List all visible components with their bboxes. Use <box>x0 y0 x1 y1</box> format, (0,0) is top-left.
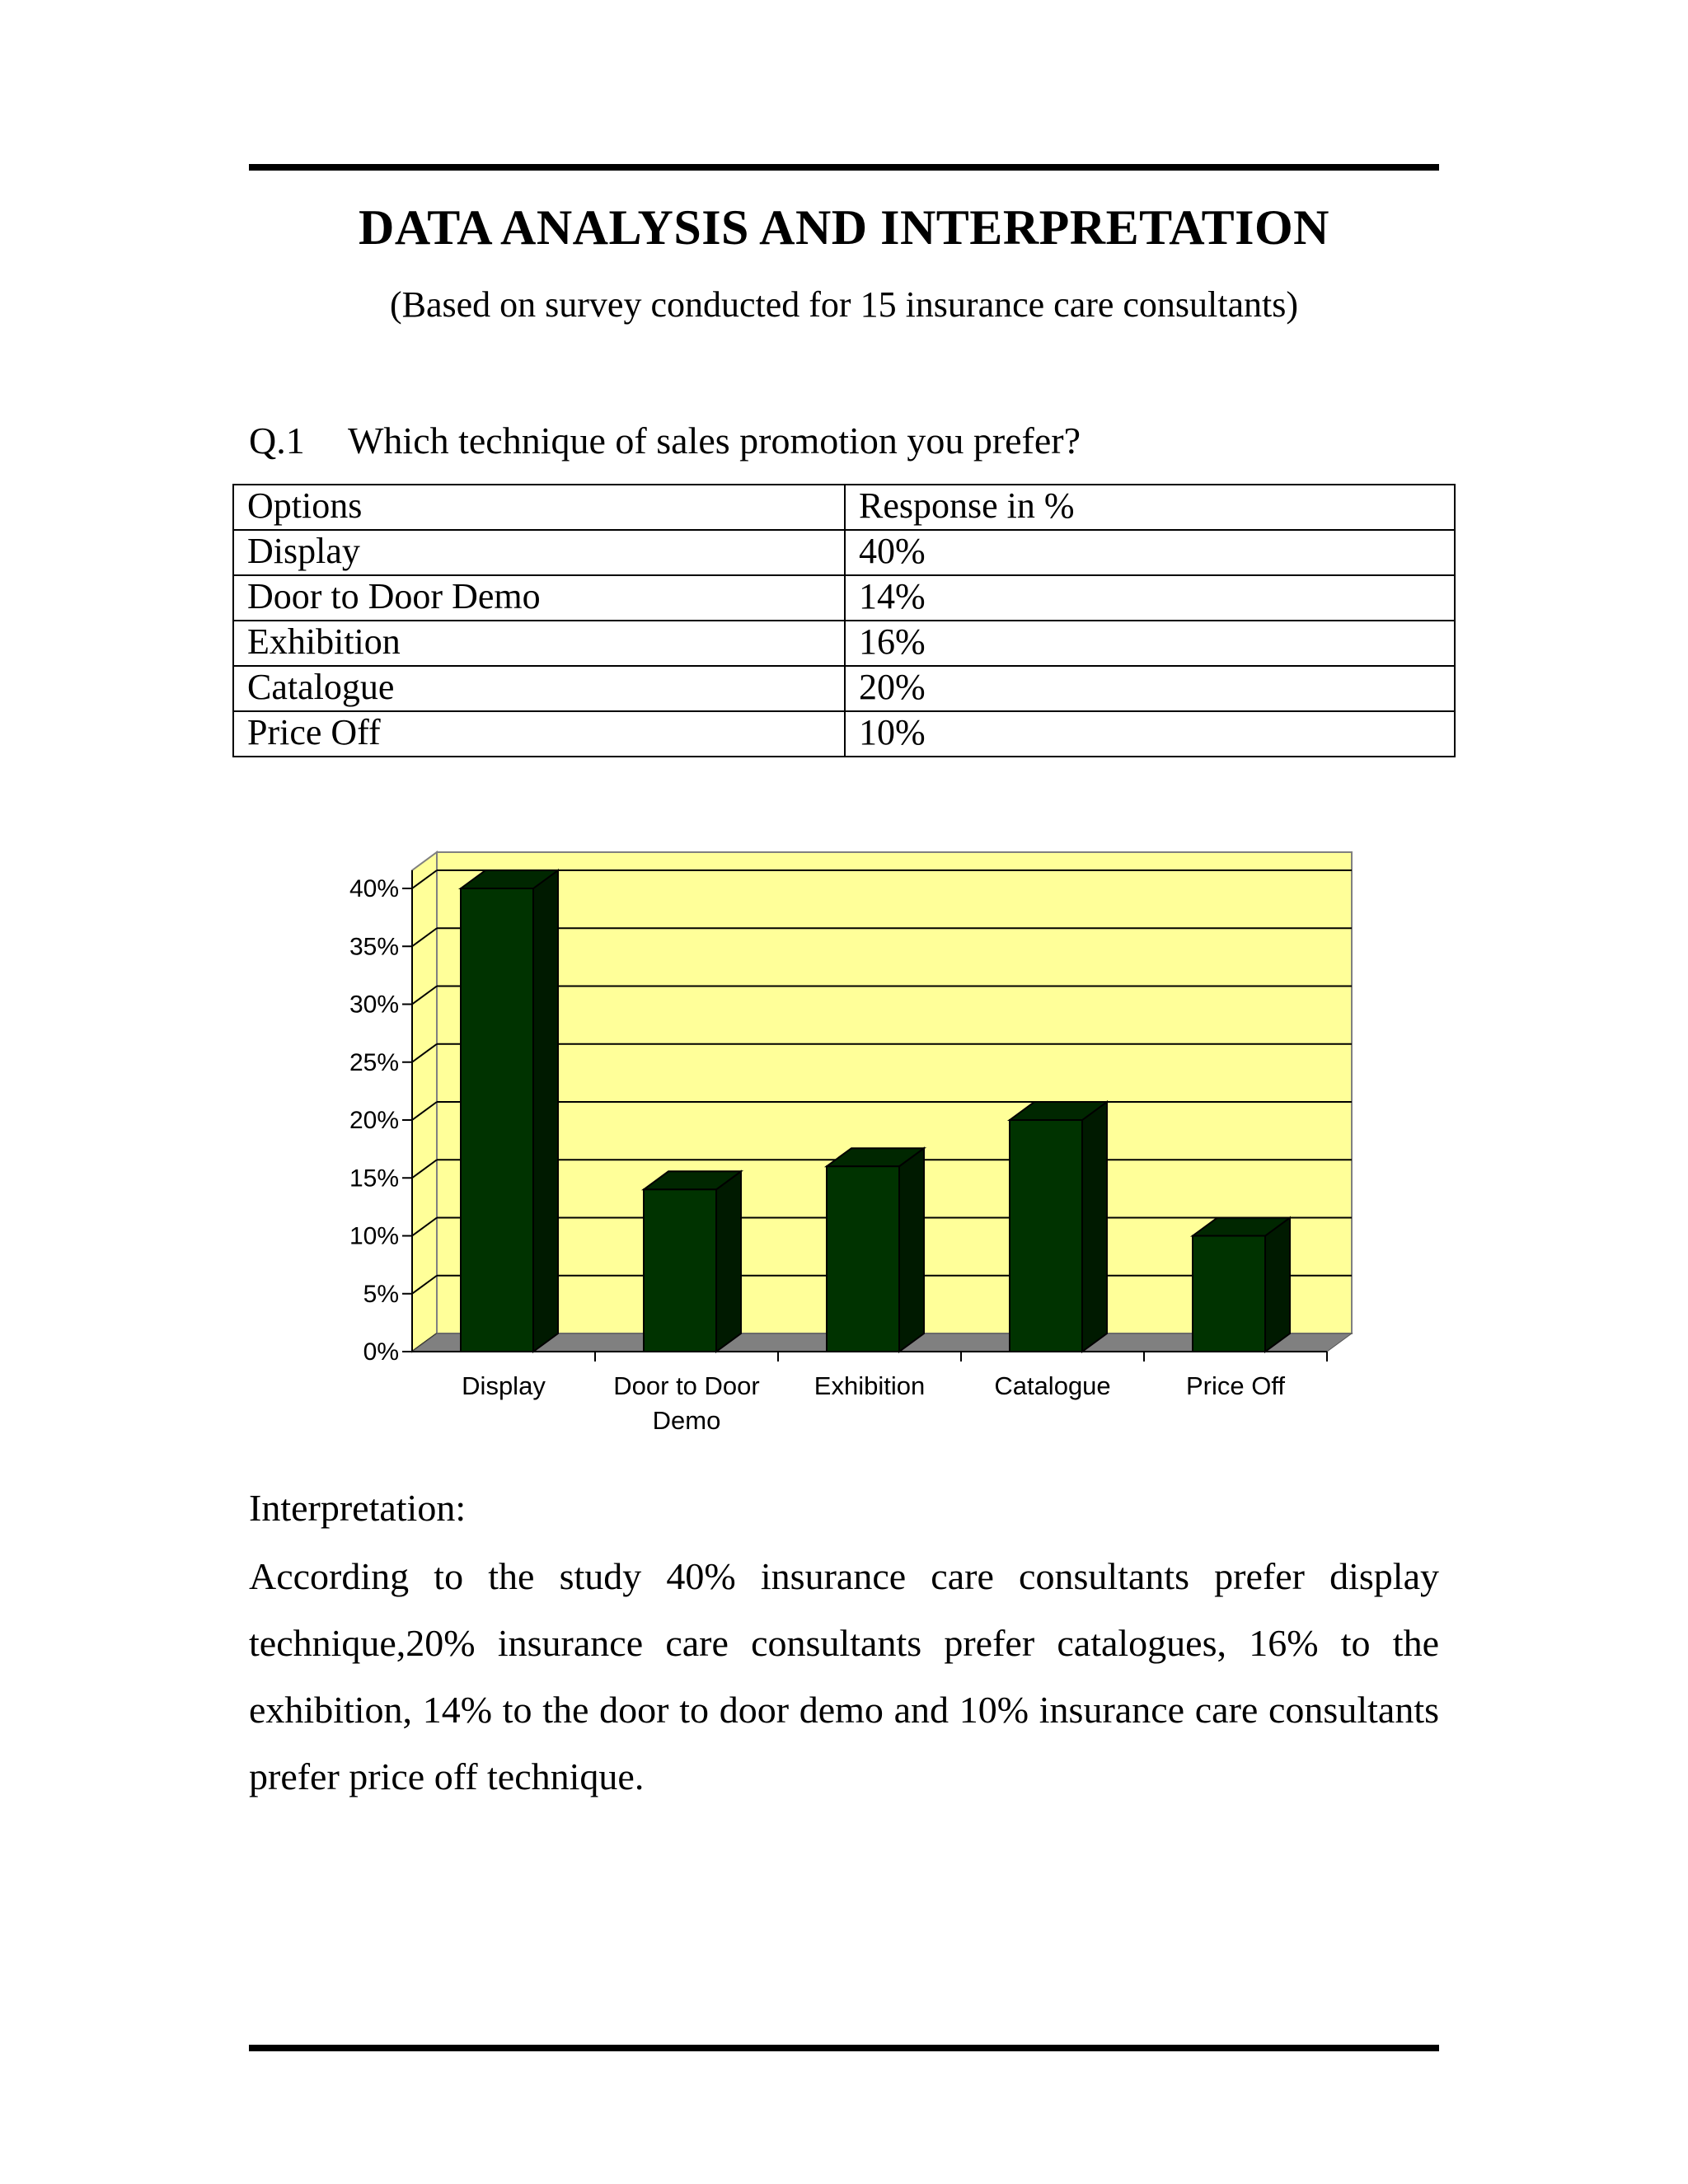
top-rule <box>249 164 1439 171</box>
response-table <box>232 484 1456 757</box>
y-tick-label: 20% <box>349 1107 399 1134</box>
page-title: DATA ANALYSIS AND INTERPRETATION <box>359 200 1329 255</box>
table-header-row <box>233 485 1455 530</box>
bar <box>644 1189 716 1352</box>
bar <box>1193 1236 1265 1352</box>
interpretation-body: According to the study 40% insurance care consultants prefer display technique,20% insurance care consultants prefer catalogues, 16% to the exhibition, 14% to the door to door demo and 10% insurance care consultants prefer price off technique. <box>249 1555 1439 1797</box>
table-row <box>233 666 1455 711</box>
y-tick-label: 0% <box>363 1338 399 1366</box>
page-subtitle: (Based on survey conducted for 15 insurance care consultants) <box>389 284 1299 325</box>
x-tick-label: Catalogue <box>994 1371 1111 1400</box>
table-row <box>233 575 1455 621</box>
question-text: Which technique of sales promotion you prefer? <box>348 419 1081 462</box>
table-cell-response: 10% <box>845 711 1455 757</box>
bar-side <box>716 1171 741 1352</box>
table-cell-option: Catalogue <box>233 666 845 711</box>
x-tick-label: Door to Door <box>613 1371 760 1400</box>
y-tick-label: 35% <box>349 933 399 961</box>
bar <box>827 1166 899 1352</box>
question-number: Q.1 <box>249 419 305 462</box>
table-cell-option: Display <box>233 530 845 575</box>
table-header-options: Options <box>233 485 845 530</box>
table-row <box>233 711 1455 757</box>
table-cell-response: 16% <box>845 621 1455 666</box>
bar-side <box>533 870 558 1352</box>
plot-side-wall <box>412 852 437 1352</box>
bar-side <box>899 1148 924 1352</box>
x-tick-label: Exhibition <box>814 1371 926 1400</box>
question <box>249 416 1081 466</box>
bar <box>1010 1120 1082 1352</box>
bottom-rule <box>249 2045 1439 2051</box>
y-tick-label: 25% <box>349 1048 399 1076</box>
table-cell-response: 40% <box>845 530 1455 575</box>
bar <box>461 888 533 1352</box>
x-tick-label: Demo <box>652 1406 721 1435</box>
y-tick-label: 30% <box>349 991 399 1019</box>
table-cell-option: Exhibition <box>233 621 845 666</box>
y-tick-label: 10% <box>349 1222 399 1250</box>
bar-chart-svg <box>330 832 1368 1442</box>
y-tick-label: 40% <box>349 875 399 902</box>
table-cell-option: Price Off <box>233 711 845 757</box>
table-row <box>233 621 1455 666</box>
table-cell-response: 20% <box>845 666 1455 711</box>
interpretation-heading: Interpretation: <box>249 1487 467 1529</box>
table-row <box>233 530 1455 575</box>
table-header-response: Response in % <box>845 485 1455 530</box>
bar-side <box>1265 1218 1290 1352</box>
x-tick-label: Price Off <box>1185 1371 1286 1400</box>
table-cell-option: Door to Door Demo <box>233 575 845 621</box>
bar-side <box>1082 1102 1107 1352</box>
y-tick-label: 5% <box>363 1280 399 1308</box>
x-tick-label: Display <box>462 1371 546 1400</box>
bar-chart <box>330 832 1368 1442</box>
table-cell-response: 14% <box>845 575 1455 621</box>
y-tick-label: 15% <box>349 1165 399 1193</box>
